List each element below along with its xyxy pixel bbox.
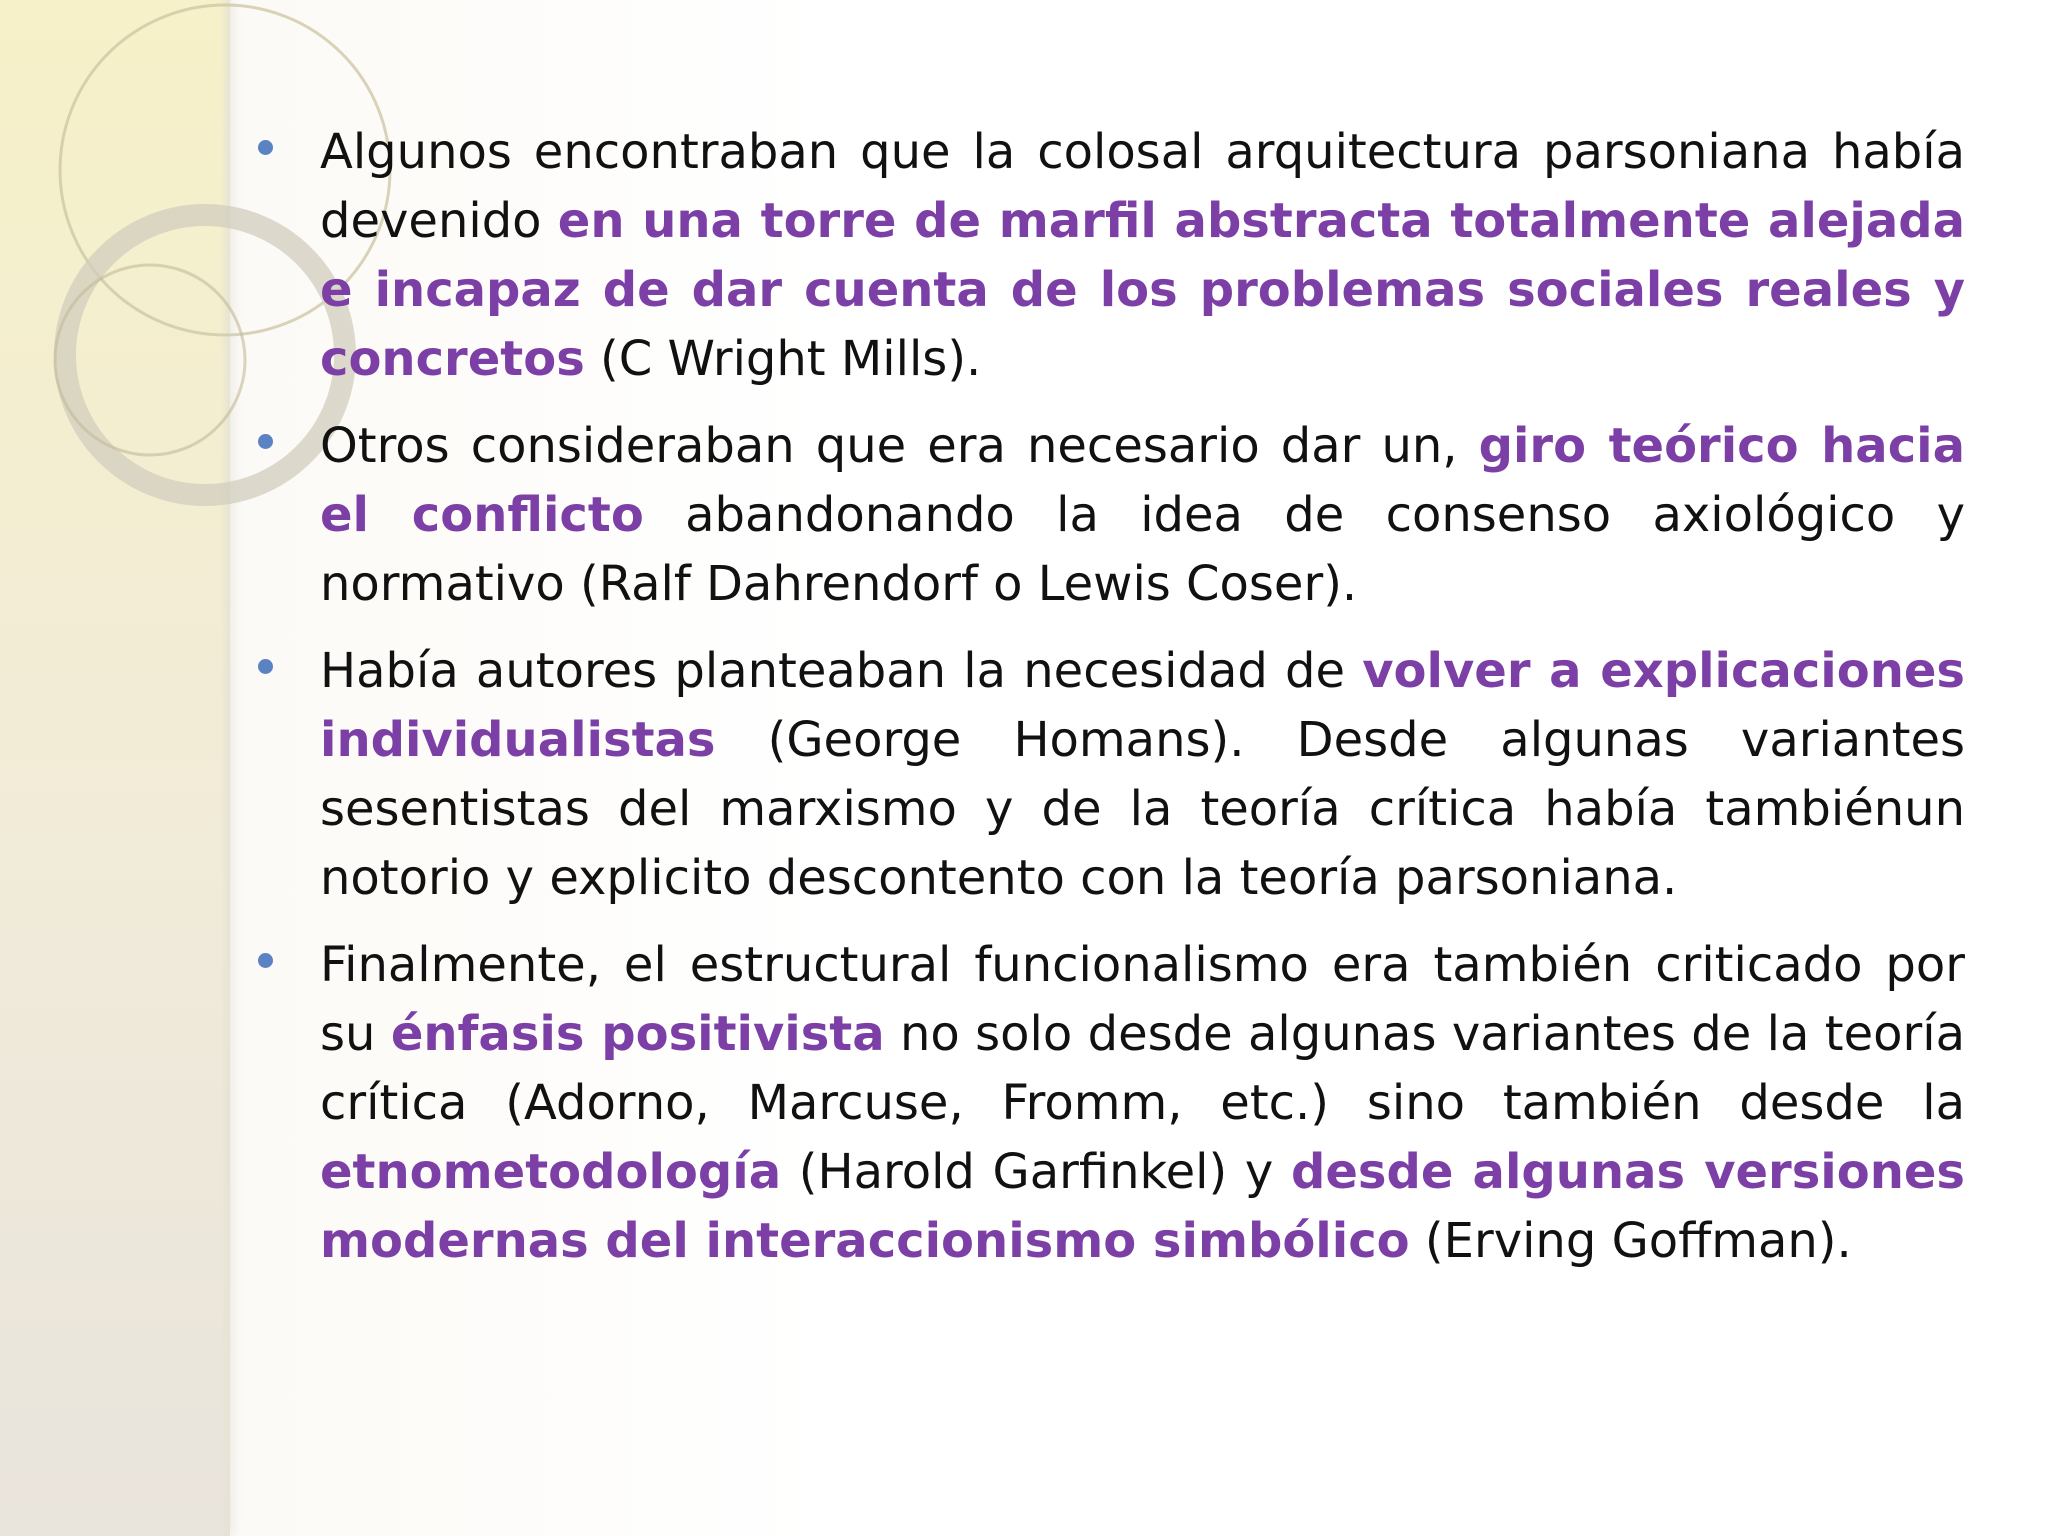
highlighted-text: énfasis positivista	[390, 1006, 885, 1062]
highlighted-text: giro teórico hacia el conflicto	[320, 418, 1965, 543]
body-text: abandonando la idea de consenso axiológico y normativo (Ralf Dahrendorf o Lewis Coser).	[320, 487, 1965, 612]
highlighted-text: en una torre de marfil abstracta totalmente alejada e incapaz de dar cuenta de los problemas sociales reales y concretos	[320, 193, 1966, 387]
bullet-dot-icon	[258, 140, 273, 155]
body-text: Finalmente, el estructural funcionalismo era también criticado por su	[320, 937, 1965, 1062]
ring-middle-icon	[65, 215, 345, 495]
highlighted-text: volver a explicaciones individualistas	[320, 643, 1965, 768]
body-text: Había autores planteaban la necesidad de	[320, 643, 1363, 699]
bullet-item	[320, 412, 1965, 619]
body-text: (Erving Goffman).	[1409, 1213, 1852, 1269]
bullet-list	[320, 118, 1965, 1276]
highlighted-text: etnometodología	[320, 1144, 782, 1200]
body-text: (George Homans). Desde algunas variantes sesentistas del marxismo y de la teoría crítica había tambiénun notorio y explicito descontento con la teoría parsoniana.	[320, 712, 1965, 906]
body-text: (Harold Garfinkel) y	[781, 1144, 1292, 1200]
body-text: no solo desde algunas variantes de la teoría crítica (Adorno, Marcuse, Fromm, etc.) sino también desde la	[320, 1006, 1966, 1131]
bullet-dot-icon	[258, 434, 273, 449]
highlighted-text: desde algunas versiones modernas del interaccionismo simbólico	[320, 1144, 1966, 1269]
body-text: Otros consideraban que era necesario dar un,	[320, 418, 1479, 474]
body-text: Algunos encontraban que la colosal arquitectura parsoniana había devenido	[320, 124, 1965, 249]
bullet-item	[320, 118, 1965, 394]
bullet-dot-icon	[258, 659, 273, 674]
bullet-dot-icon	[258, 953, 273, 968]
bullet-item	[320, 637, 1965, 913]
slide-content	[320, 118, 1965, 1294]
body-text: (C Wright Mills).	[584, 331, 982, 387]
bullet-item	[320, 931, 1965, 1276]
ring-inner-icon	[55, 265, 245, 455]
